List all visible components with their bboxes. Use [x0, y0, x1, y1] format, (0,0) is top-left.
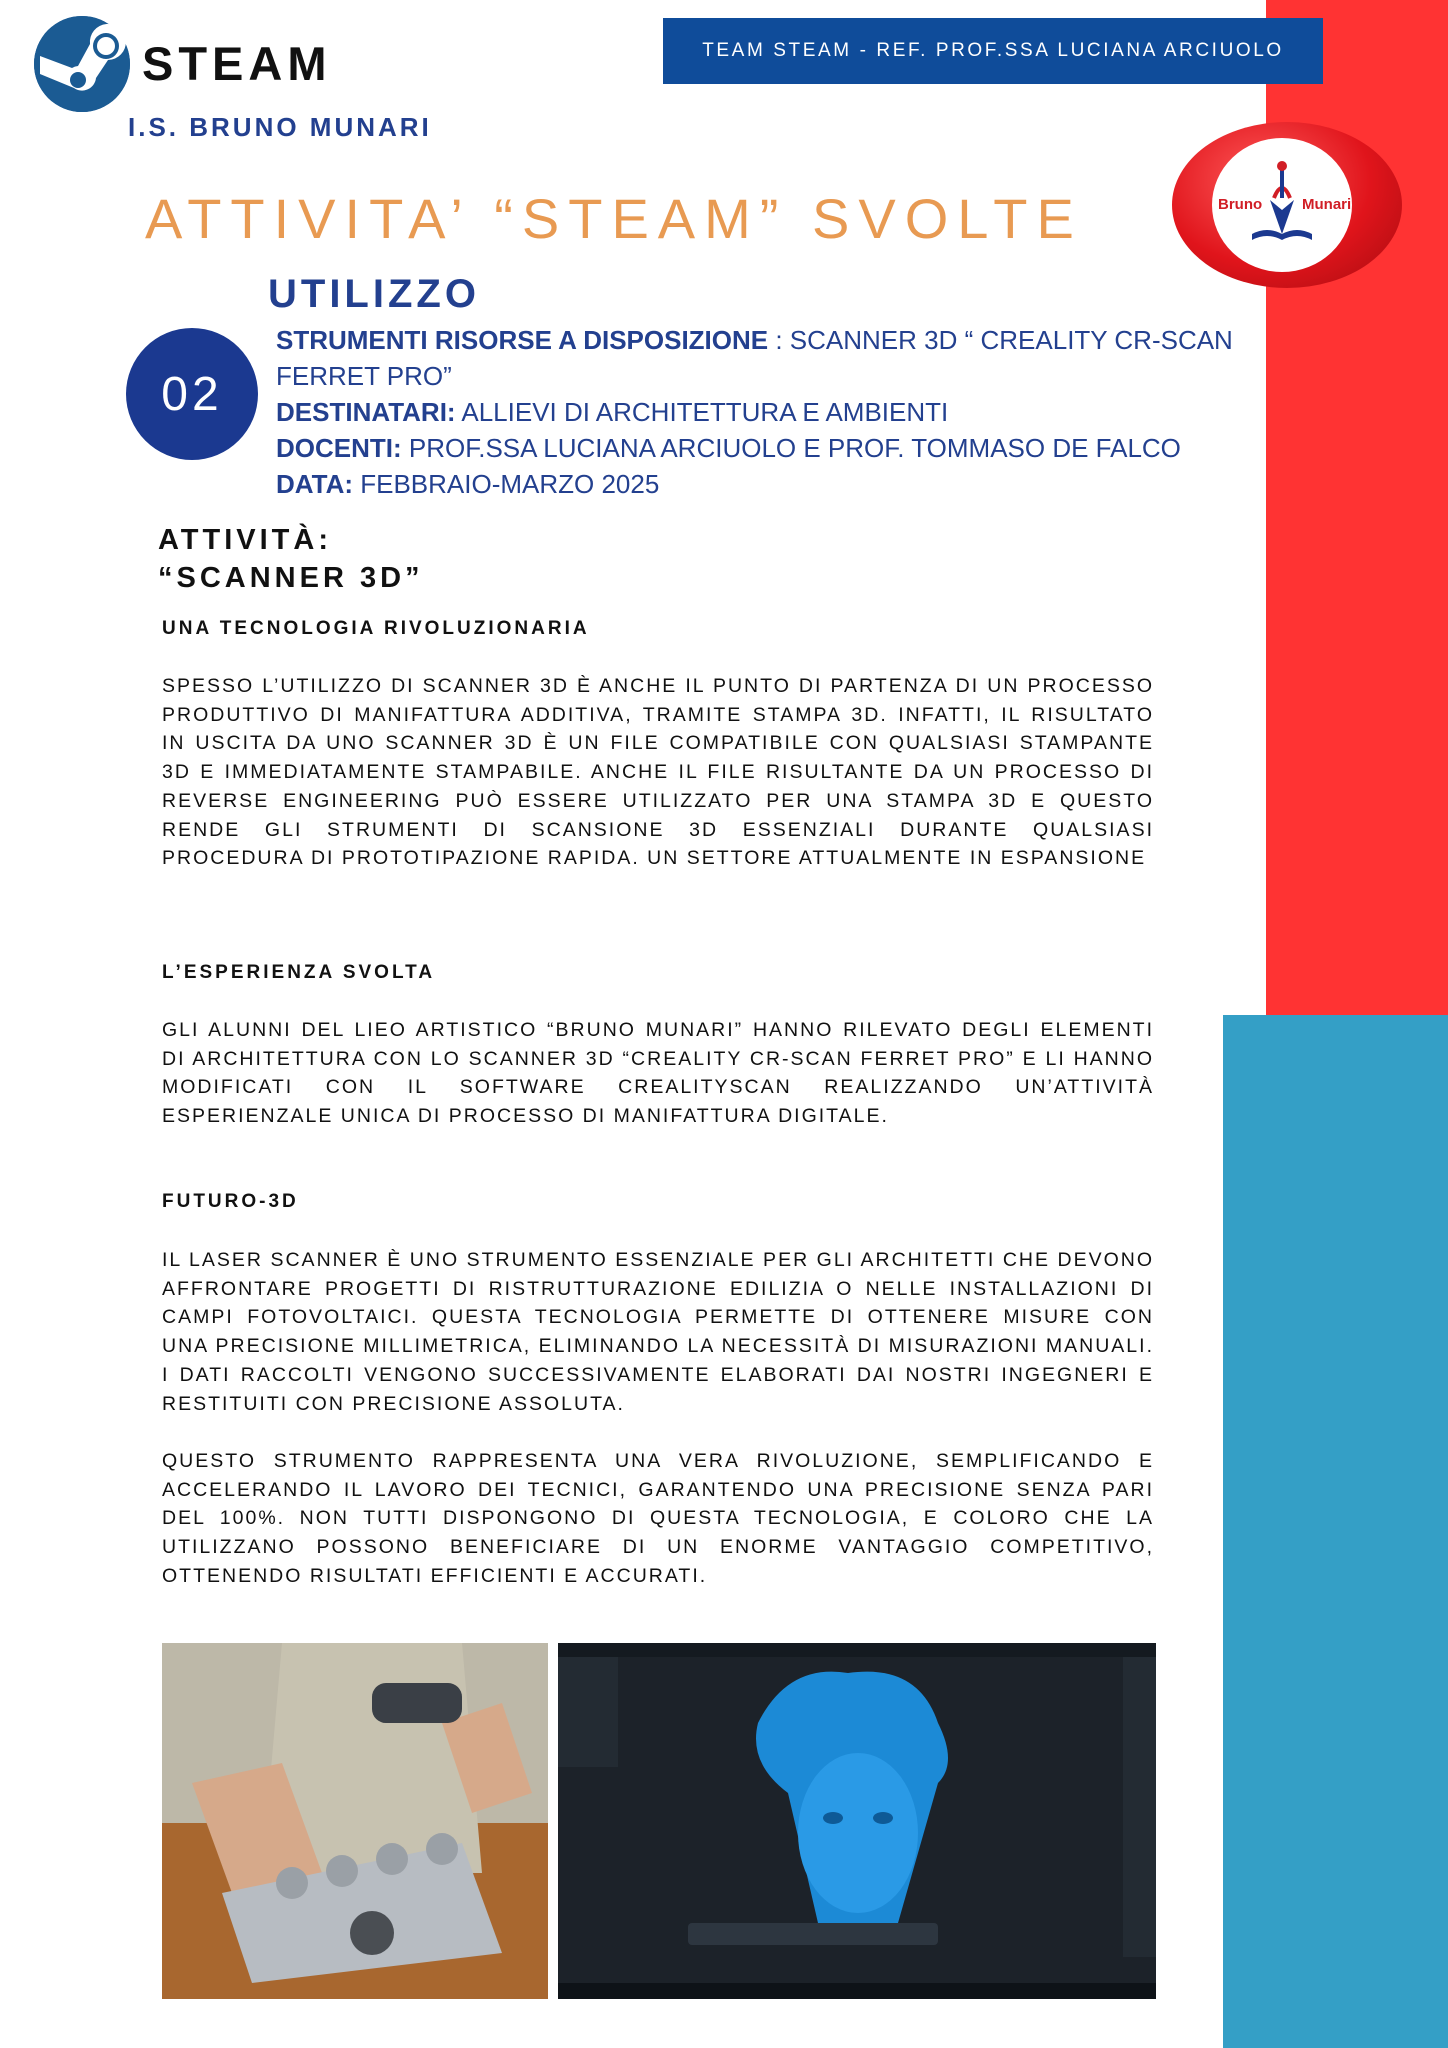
section-subheading: UTILIZZO — [268, 272, 480, 316]
activity-name: “SCANNER 3D” — [158, 562, 424, 594]
activity-label: ATTIVITÀ: — [158, 524, 332, 556]
number-badge: 02 — [126, 328, 258, 460]
section-heading-technology: UNA TECNOLOGIA RIVOLUZIONARIA — [162, 618, 590, 639]
section-heading-experience: L’ESPERIENZA SVOLTA — [162, 962, 436, 983]
teachers-label: DOCENTI: — [276, 433, 402, 463]
seal-text-left: Bruno — [1218, 196, 1263, 213]
decorative-blue-bar — [1223, 1015, 1448, 2048]
photo-scanner-in-use — [162, 1643, 548, 1999]
page-title: ATTIVITA’ “STEAM” SVOLTE — [145, 187, 1083, 250]
steam-logo-icon — [34, 16, 130, 112]
tools-label: STRUMENTI RISORSE A DISPOSIZIONE — [276, 325, 769, 355]
info-tools — [276, 322, 1236, 394]
tools-value: : SCANNER 3D “ CREALITY CR-SCAN FERRET PRO” — [276, 325, 1233, 391]
info-teachers — [276, 430, 1236, 466]
date-value: FEBBRAIO-MARZO 2025 — [353, 469, 660, 499]
recipients-label: DESTINATARI: — [276, 397, 456, 427]
school-seal-icon — [1172, 122, 1402, 288]
date-label: DATA: — [276, 469, 354, 499]
section-heading-future: FUTURO-3D — [162, 1191, 299, 1212]
team-banner: TEAM STEAM - REF. PROF.SSA LUCIANA ARCIUOLO — [663, 18, 1323, 84]
teachers-value: PROF.SSA LUCIANA ARCIUOLO E PROF. TOMMASO DE FALCO — [401, 433, 1181, 463]
school-name: I.S. BRUNO MUNARI — [128, 112, 432, 142]
section-body-future-2: QUESTO STRUMENTO RAPPRESENTA UNA VERA RIVOLUZIONE, SEMPLIFICANDO E ACCELERANDO IL LAVORO DEI TECNICI, GARANTENDO UNA PRECISIONE SENZA PARI DEL 100%. NON TUTTI DISPONGONO DI QUESTA TECNOLOGIA, E COLORO CHE LA UTILIZZANO POSSONO BENEFICIARE DI UN ENORME VANTAGGIO COMPETITIVO, OTTENENDO RISULTATI EFFICIENTI E ACCURATI. — [162, 1450, 1154, 1587]
brand-name: STEAM — [142, 37, 332, 90]
recipients-value: ALLIEVI DI ARCHITETTURA E AMBIENTI — [455, 397, 949, 427]
section-body-experience: GLI ALUNNI DEL LIEO ARTISTICO “BRUNO MUNARI” HANNO RILEVATO DEGLI ELEMENTI DI ARCHITETTURA CON LO SCANNER 3D “CREALITY CR-SCAN FERRET PRO” E LI HANNO MODIFICATI CON IL SOFTWARE CREALITYSCAN REALIZZANDO UN’ATTIVITÀ ESPERIENZALE UNICA DI PROCESSO DI MANIFATTURA DIGITALE. — [162, 1019, 1154, 1128]
photo-crealityscan-software — [558, 1643, 1156, 1999]
section-body-technology: SPESSO L’UTILIZZO DI SCANNER 3D È ANCHE IL PUNTO DI PARTENZA DI UN PROCESSO PRODUTTIVO DI MANIFATTURA ADDITIVA, TRAMITE STAMPA 3D. INFATTI, IL RISULTATO IN USCITA DA UNO SCANNER 3D È UN FILE COMPATIBILE CON QUALSIASI STAMPANTE 3D E IMMEDIATAMENTE STAMPABILE. ANCHE IL FILE RISULTANTE DA UN PROCESSO DI REVERSE ENGINEERING PUÒ ESSERE UTILIZZATO PER UNA STAMPA 3D E QUESTO RENDE GLI STRUMENTI DI SCANSIONE 3D ESSENZIALI DURANTE QUALSIASI PROCEDURA DI PROTOTIPAZIONE RAPIDA. UN SETTORE ATTUALMENTE IN ESPANSIONE — [162, 675, 1154, 870]
section-body-future: IL LASER SCANNER È UNO STRUMENTO ESSENZIALE PER GLI ARCHITETTI CHE DEVONO AFFRONTARE PROGETTI DI RISTRUTTURAZIONE EDILIZIA O NELLE INSTALLAZIONI DI CAMPI FOTOVOLTAICI. QUESTA TECNOLOGIA PERMETTE DI OTTENERE MISURE CON UNA PRECISIONE MILLIMETRICA, ELIMINANDO LA NECESSITÀ DI MISURAZIONI MANUALI. I DATI RACCOLTI VENGONO SUCCESSIVAMENTE ELABORATI DAI NOSTRI INGEGNERI E RESTITUITI CON PRECISIONE ASSOLUTA. — [162, 1249, 1154, 1415]
seal-text-right: Munari — [1302, 196, 1352, 213]
info-date — [276, 466, 1236, 502]
info-recipients — [276, 394, 1236, 430]
